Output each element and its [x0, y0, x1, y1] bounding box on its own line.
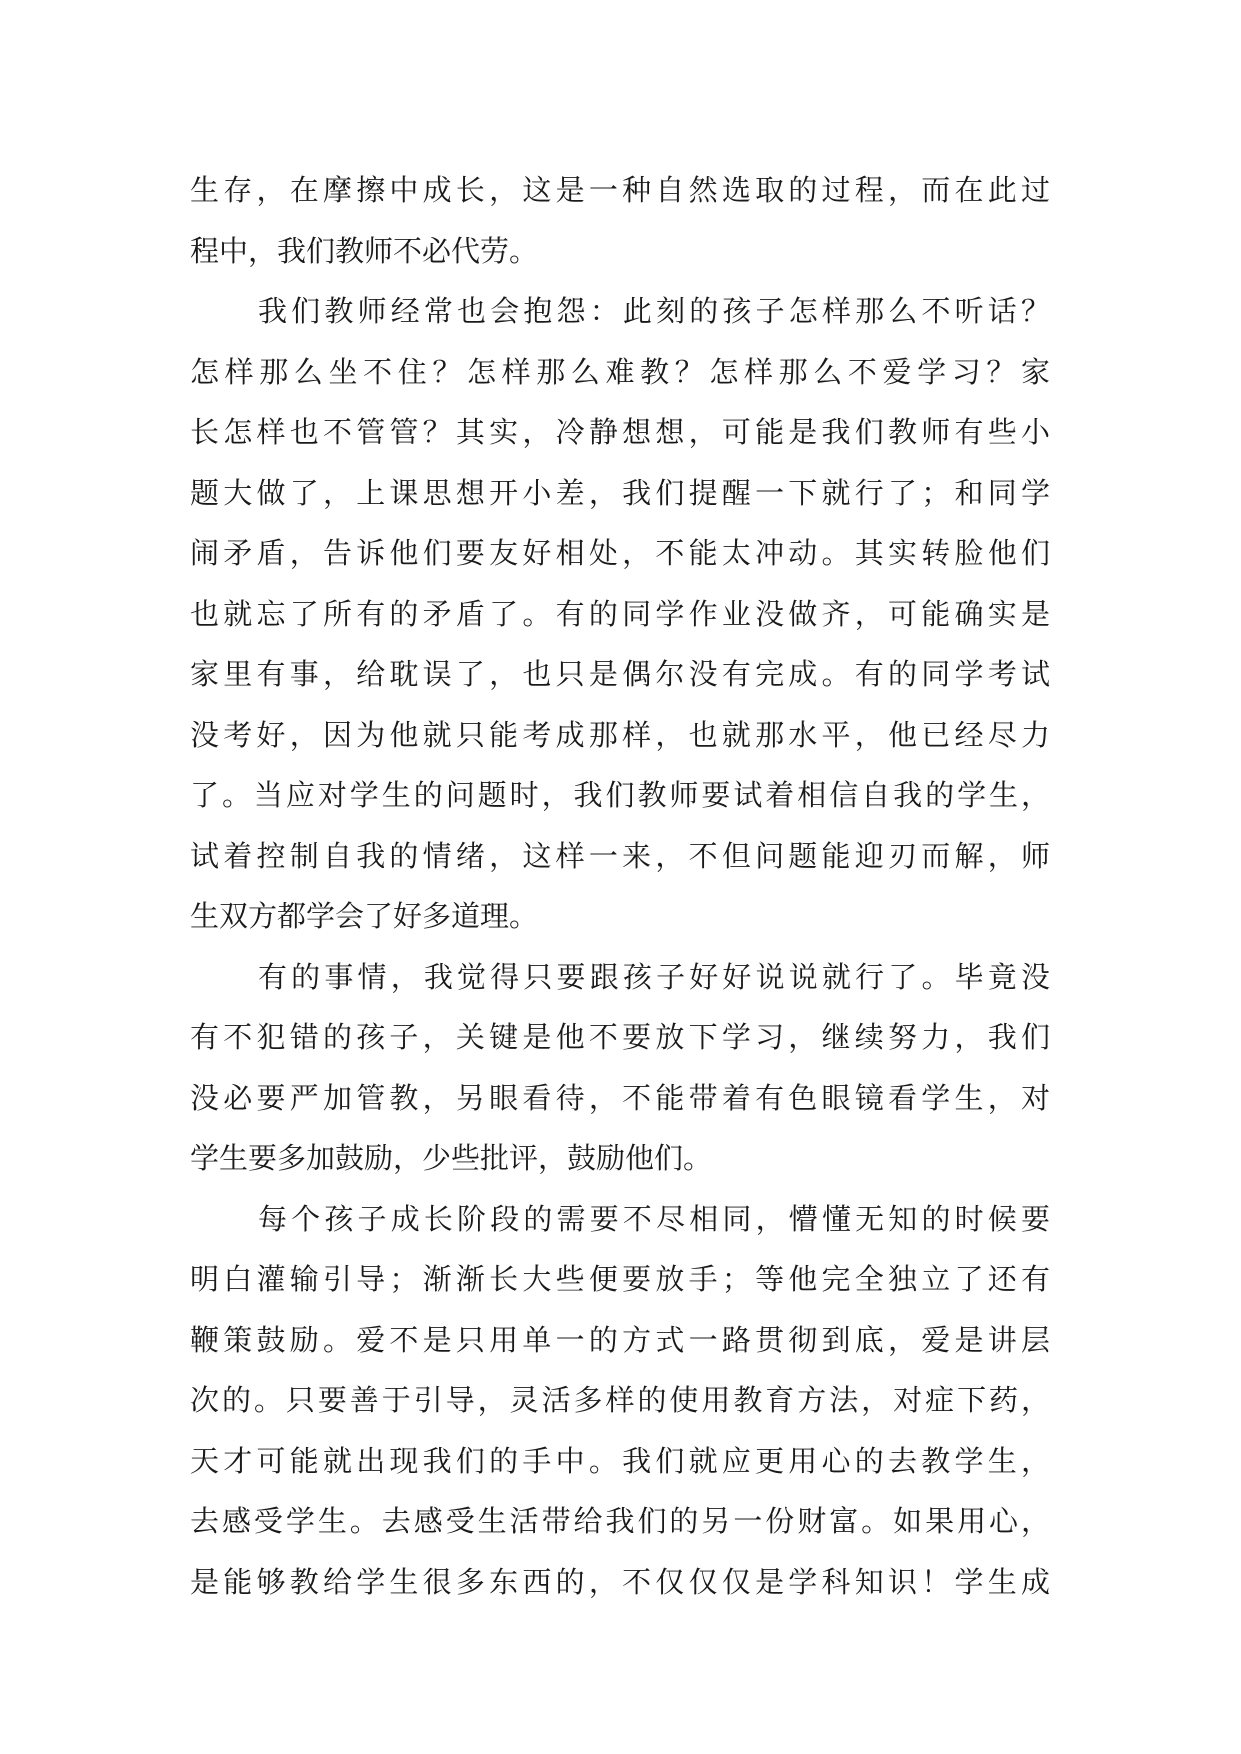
text-line: 试着控制自我的情绪，这样一来，不但问题能迎刃而解，师	[190, 838, 1050, 873]
text-line: 生双方都学会了好多道理。	[190, 899, 539, 933]
text-line: 我们教师经常也会抱怨：此刻的孩子怎样那么不听话？	[258, 294, 1050, 328]
text-line: 鞭策鼓励。爱不是只用单一的方式一路贯彻到底，爱是讲层	[190, 1322, 1050, 1357]
text-line: 是能够教给学生很多东西的，不仅仅仅是学科知识！学生成	[190, 1564, 1050, 1599]
text-line: 也就忘了所有的矛盾了。有的同学作业没做齐，可能确实是	[190, 596, 1050, 631]
paragraph-3	[190, 947, 1050, 1189]
text-line: 有的事情，我觉得只要跟孩子好好说说就行了。毕竟没	[258, 959, 1050, 994]
paragraph-1	[190, 160, 1050, 281]
text-line: 没必要严加管教，另眼看待，不能带着有色眼镜看学生，对	[190, 1080, 1050, 1115]
text-line: 闹矛盾，告诉他们要友好相处，不能太冲动。其实转脸他们	[190, 536, 1050, 570]
text-line: 学生要多加鼓励，少些批评，鼓励他们。	[190, 1141, 713, 1175]
text-line: 程中，我们教师不必代劳。	[190, 233, 539, 268]
text-line: 生存，在摩擦中成长，这是一种自然选取的过程，而在此过	[190, 173, 1050, 207]
text-line: 有不犯错的孩子，关键是他不要放下学习，继续努力，我们	[190, 1020, 1050, 1054]
text-line: 题大做了，上课思想开小差，我们提醒一下就行了；和同学	[190, 475, 1050, 510]
text-line: 长怎样也不管管？其实，冷静想想，可能是我们教师有些小	[190, 415, 1050, 449]
text-line: 每个孩子成长阶段的需要不尽相同，懵懂无知的时候要	[258, 1201, 1050, 1236]
text-line: 没考好，因为他就只能考成那样，也就那水平，他已经尽力	[190, 717, 1050, 752]
text-line: 去感受学生。去感受生活带给我们的另一份财富。如果用心，	[190, 1504, 1050, 1538]
text-line: 家里有事，给耽误了，也只是偶尔没有完成。有的同学考试	[190, 657, 1050, 691]
text-line: 次的。只要善于引导，灵活多样的使用教育方法，对症下药，	[190, 1383, 1050, 1417]
text-line: 明白灌输引导；渐渐长大些便要放手；等他完全独立了还有	[190, 1262, 1050, 1296]
paragraph-2	[190, 281, 1050, 947]
text-line: 怎样那么坐不住？怎样那么难教？怎样那么不爱学习？家	[190, 354, 1050, 389]
paragraph-4	[190, 1189, 1050, 1613]
text-line: 了。当应对学生的问题时，我们教师要试着相信自我的学生，	[190, 778, 1050, 812]
text-line: 天才可能就出现我们的手中。我们就应更用心的去教学生，	[190, 1443, 1050, 1478]
body-text	[190, 160, 1050, 1612]
